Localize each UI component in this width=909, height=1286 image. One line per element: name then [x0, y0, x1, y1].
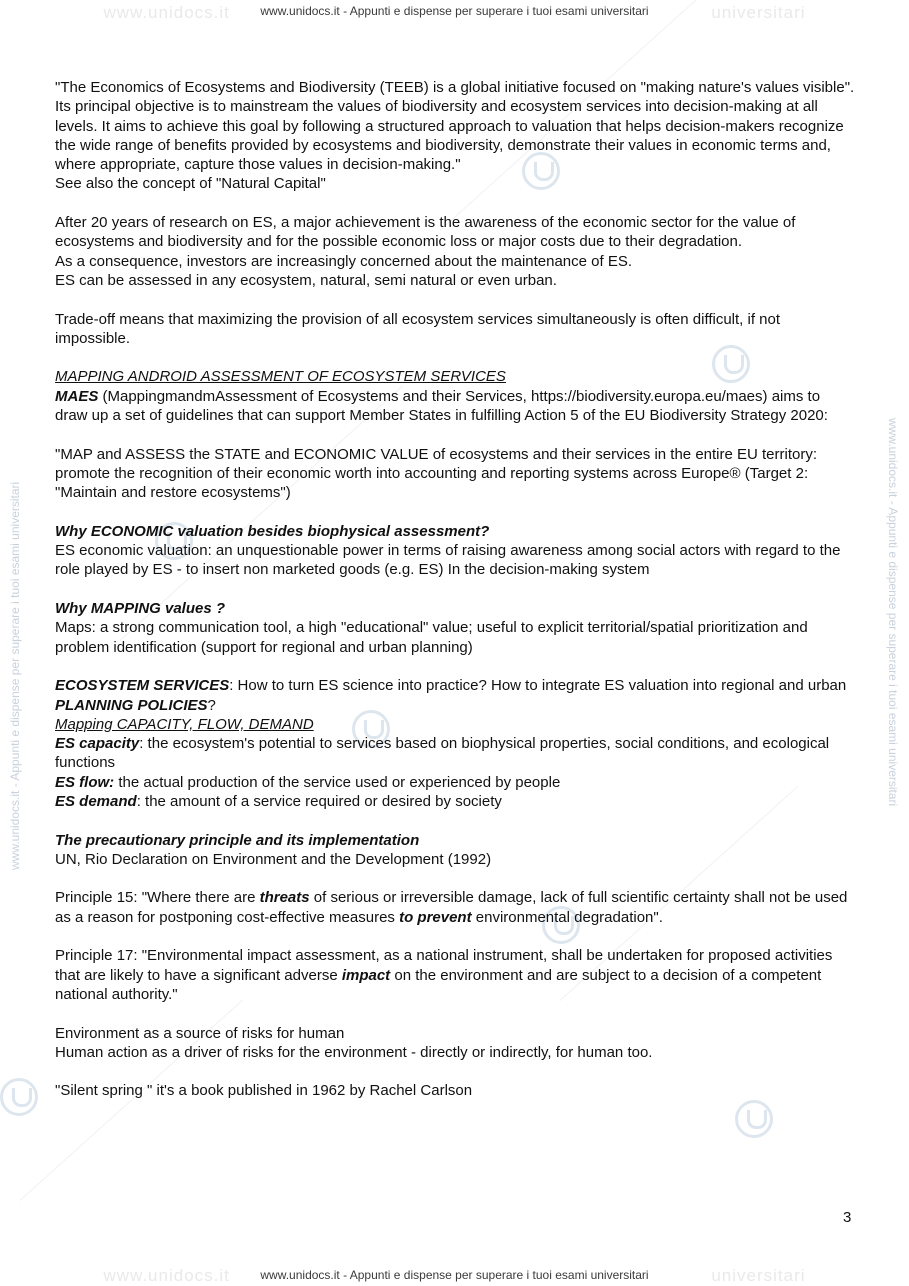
es-capacity-label: ES capacity [55, 735, 140, 753]
es-demand-line [55, 792, 855, 811]
maes-text: (MappingmandmAssessment of Ecosystems and their Services, https://biodiversity.europa.eu/maes) aims to draw up a set of guidelines that can support Member States in fulfilling Action 5 of the EU Biodiversity Strategy 2020: [55, 387, 828, 425]
principle-15-text-b: of serious or irreversible damage, lack of full scientific certainty shall not be used as a reason for postponing cost-effective measures [55, 889, 848, 926]
es-capacity-line [55, 734, 855, 773]
why-economic-heading-text: Why ECONOMIC valuation besides biophysical assessment? [55, 522, 490, 540]
ecosystem-services-text-a: : How to turn ES science into practice? How to integrate ES valuation into regional and urban [229, 677, 847, 695]
mapping-cfd-heading-text: Mapping CAPACITY, FLOW, DEMAND [55, 715, 314, 733]
document-body [55, 78, 855, 1120]
why-economic-heading [55, 522, 855, 541]
ecosystem-services-paragraph [55, 676, 855, 715]
es-demand-text: : the amount of a service required or desired by society [136, 792, 502, 810]
watermark-side-left: www.unidocs.it - Appunti e dispense per superare i tuoi esami universitari [8, 481, 22, 870]
principle-15-text-c: environmental degradation". [471, 908, 663, 926]
principle-15-paragraph [55, 888, 855, 927]
see-also-line: See also the concept of "Natural Capital" [55, 175, 326, 193]
human-action-line: Human action as a driver of risks for the environment - directly or indirectly, for human too. [55, 1043, 653, 1061]
map-assess-quote: "MAP and ASSESS the STATE and ECONOMIC VALUE of ecosystems and their services in the entire EU territory: promote the recognition of their economic worth into accounting and reporting systems across Europe® (Target 2: "Maintain and restore ecosystems") [55, 445, 818, 502]
mapping-assessment-heading [55, 367, 855, 386]
impact-emphasis: impact [341, 966, 391, 984]
why-mapping-text: Maps: a strong communication tool, a high "educational" value; useful to explicit territorial/spatial prioritization and problem identification (support for regional and urban planning) [55, 619, 808, 656]
maes-paragraph [55, 387, 855, 426]
trade-off-paragraph: Trade-off means that maximizing the provision of all ecosystem services simultaneously is often difficult, if not impossible. [55, 310, 781, 347]
teeb-paragraph: "The Economics of Ecosystems and Biodiversity (TEEB) is a global initiative focused on "making nature's values visible". Its principal objective is to mainstream the values of biodiversity and ecosystem services into decision-making at all levels. It aims to achieve this goal by following a structured approach to valuation that helps decision-makers recognize the wide range of benefits provided by ecosystems and biodiversity, demonstrate their values in economic terms and, where appropriate, capture those values in decision-making." [55, 79, 855, 174]
es-flow-line [55, 773, 855, 792]
maes-label: MAES [55, 387, 99, 405]
ecosystem-services-text-b: ? [207, 696, 216, 714]
es-demand-label: ES demand [55, 792, 137, 810]
mapping-assessment-heading-text: MAPPING ANDROID ASSESSMENT OF ECOSYSTEM SERVICES [55, 368, 506, 386]
precautionary-heading-text: The precautionary principle and its implementation [55, 831, 420, 849]
page-number: 3 [843, 1209, 852, 1226]
principle-17-text-b: on the environment and are subject to a decision of a competent national authority." [55, 966, 822, 1003]
after-20-years-paragraph: After 20 years of research on ES, a major achievement is the awareness of the economic sector for the value of ecosystems and biodiversity and for the possible economic loss or major costs due to their degradation. [55, 214, 796, 251]
principle-17-paragraph [55, 946, 855, 1004]
threats-emphasis: threats [259, 889, 310, 907]
environment-risk-line: Environment as a source of risks for human [55, 1024, 345, 1042]
watermark-banner-top: www.unidocs.it - Appunti e dispense per superare i tuoi esami universitari [260, 4, 649, 18]
why-economic-text: ES economic valuation: an unquestionable power in terms of raising awareness among social actors with regard to the role played by ES - to insert non marketed goods (e.g. ES) In the decision-making system [55, 542, 841, 579]
silent-spring-line: "Silent spring " it's a book published in 1962 by Rachel Carlson [55, 1082, 473, 1100]
investors-line: As a consequence, investors are increasingly concerned about the maintenance of ES. [55, 252, 633, 270]
es-capacity-text: : the ecosystem's potential to services based on biophysical properties, social conditions, and ecological functions [55, 735, 830, 772]
es-flow-text: the actual production of the service used or experienced by people [114, 773, 561, 791]
principle-17-text-a: Principle 17: "Environmental impact assessment, as a national instrument, shall be undertaken for proposed activities that are likely to have a significant adverse [55, 947, 833, 984]
planning-policies-label: PLANNING POLICIES [55, 696, 208, 714]
watermark-large-left-text: www.unidocs.it [103, 3, 230, 22]
to-prevent-emphasis: to prevent [399, 908, 472, 926]
watermark-large-left-text-bottom: www.unidocs.it [103, 1266, 230, 1285]
precautionary-heading [55, 831, 855, 850]
assessed-line: ES can be assessed in any ecosystem, natural, semi natural or even urban. [55, 271, 557, 289]
why-mapping-heading-text: Why MAPPING values ? [55, 600, 226, 618]
watermark-large-right-text-bottom: universitari [711, 1266, 806, 1285]
mapping-cfd-heading [55, 715, 855, 734]
principle-15-text-a: Principle 15: "Where there are [55, 889, 260, 907]
watermark-side-right: www.unidocs.it - Appunti e dispense per superare i tuoi esami universitari [886, 418, 900, 807]
why-mapping-heading [55, 599, 855, 618]
watermark-banner-bottom: www.unidocs.it - Appunti e dispense per superare i tuoi esami universitari [260, 1268, 649, 1282]
es-flow-label: ES flow: [55, 773, 115, 791]
watermark-logo-icon [0, 1078, 38, 1116]
rio-declaration-line: UN, Rio Declaration on Environment and the Development (1992) [55, 850, 492, 868]
ecosystem-services-label: ECOSYSTEM SERVICES [55, 677, 230, 695]
watermark-large-right-text: universitari [711, 3, 806, 22]
